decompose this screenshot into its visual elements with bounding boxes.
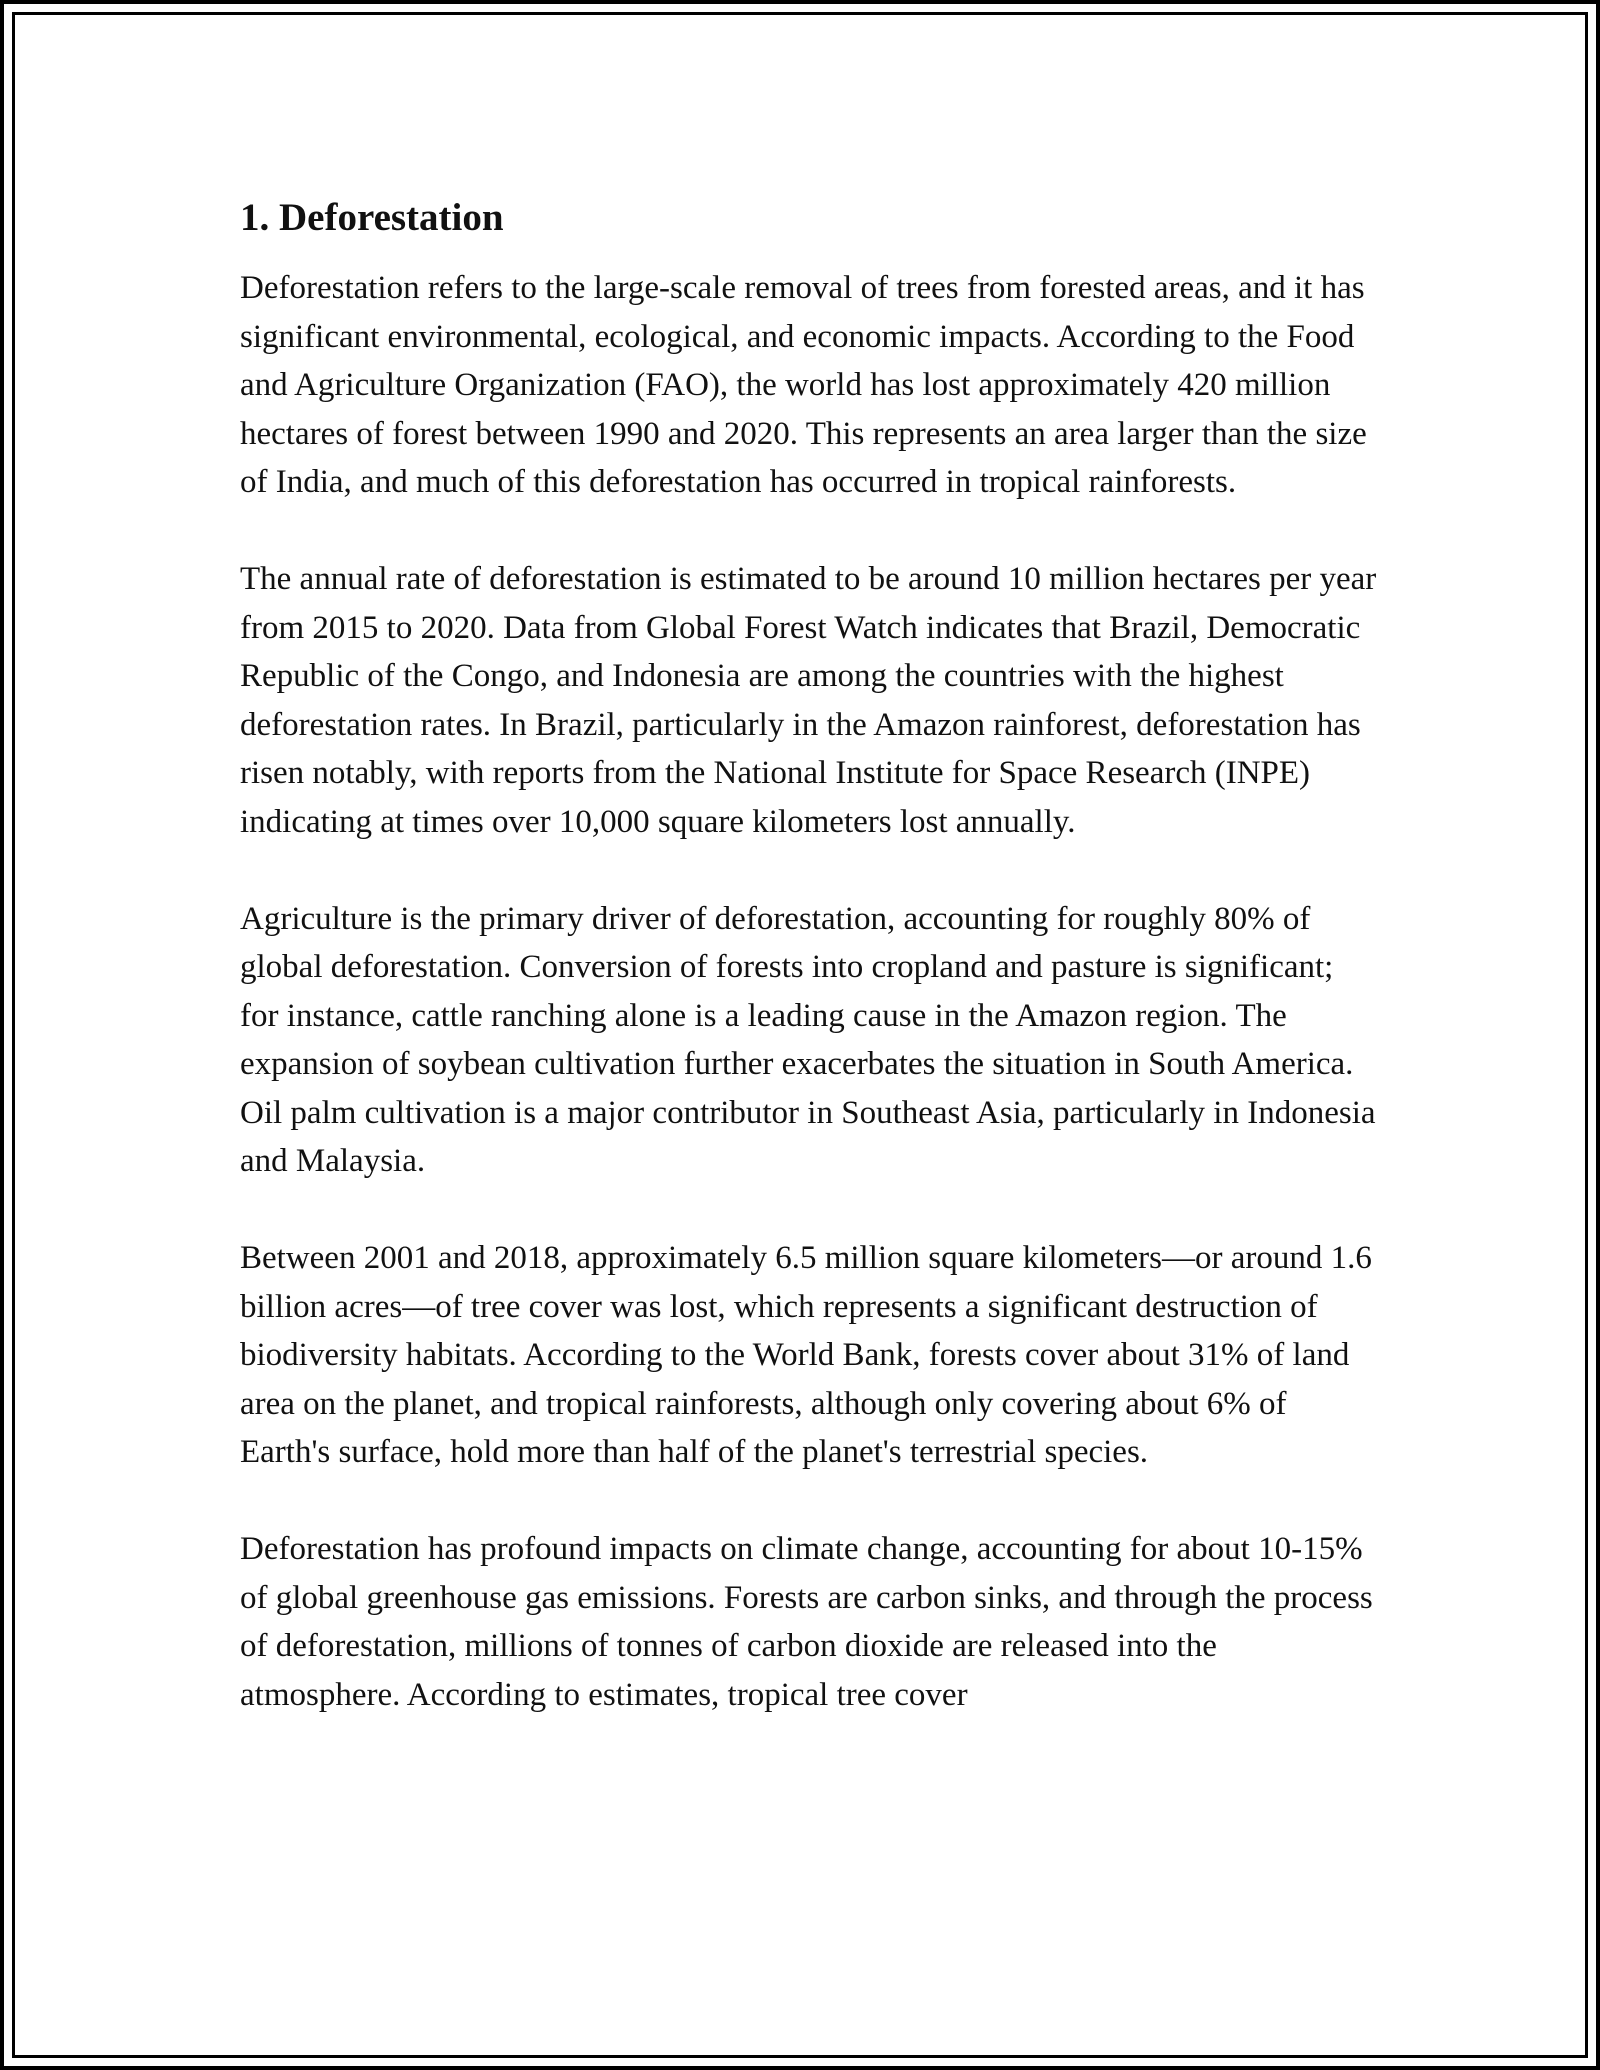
document-content (240, 194, 1380, 1768)
paragraph-3: Agriculture is the primary driver of deforestation, accounting for roughly 80% of global deforestation. Conversion of forests into cropland and pasture is significant; for instance, cattle ranching alone is a leading cause in the Amazon region. The expansion of soybean cultivation further exacerbates the situation in South America. Oil palm cultivation is a major contributor in Southeast Asia, particularly in Indonesia and Malaysia. (240, 900, 1376, 1179)
section-title: 1. Deforestation (240, 196, 504, 239)
paragraph-1: Deforestation refers to the large-scale removal of trees from forested areas, and it has significant environmental, ecological, and economic impacts. According to the Food and Agriculture Organization (FAO), the world has lost approximately 420 million hectares of forest between 1990 and 2020. This represents an area larger than the size of India, and much of this deforestation has occurred in tropical rainforests. (240, 270, 1367, 500)
paragraph-2: The annual rate of deforestation is estimated to be around 10 million hectares per year from 2015 to 2020. Data from Global Forest Watch indicates that Brazil, Democratic Republic of the Congo, and Indonesia are among the countries with the highest deforestation rates. In Brazil, particularly in the Amazon rainforest, deforestation has risen notably, with reports from the National Institute for Space Research (INPE) indicating at times over 10,000 square kilometers lost annually. (240, 561, 1377, 840)
paragraph-5: Deforestation has profound impacts on climate change, accounting for about 10-15% of global greenhouse gas emissions. Forests are carbon sinks, and through the process of deforestation, millions of tonnes of carbon dioxide are released into the atmosphere. According to estimates, tropical tree cover (240, 1531, 1373, 1713)
paragraph-4: Between 2001 and 2018, approximately 6.5 million square kilometers—or around 1.6 billion acres—of tree cover was lost, which represents a significant destruction of biodiversity habitats. According to the World Bank, forests cover about 31% of land area on the planet, and tropical rainforests, although only covering about 6% of Earth's surface, hold more than half of the planet's terrestrial species. (240, 1240, 1372, 1470)
